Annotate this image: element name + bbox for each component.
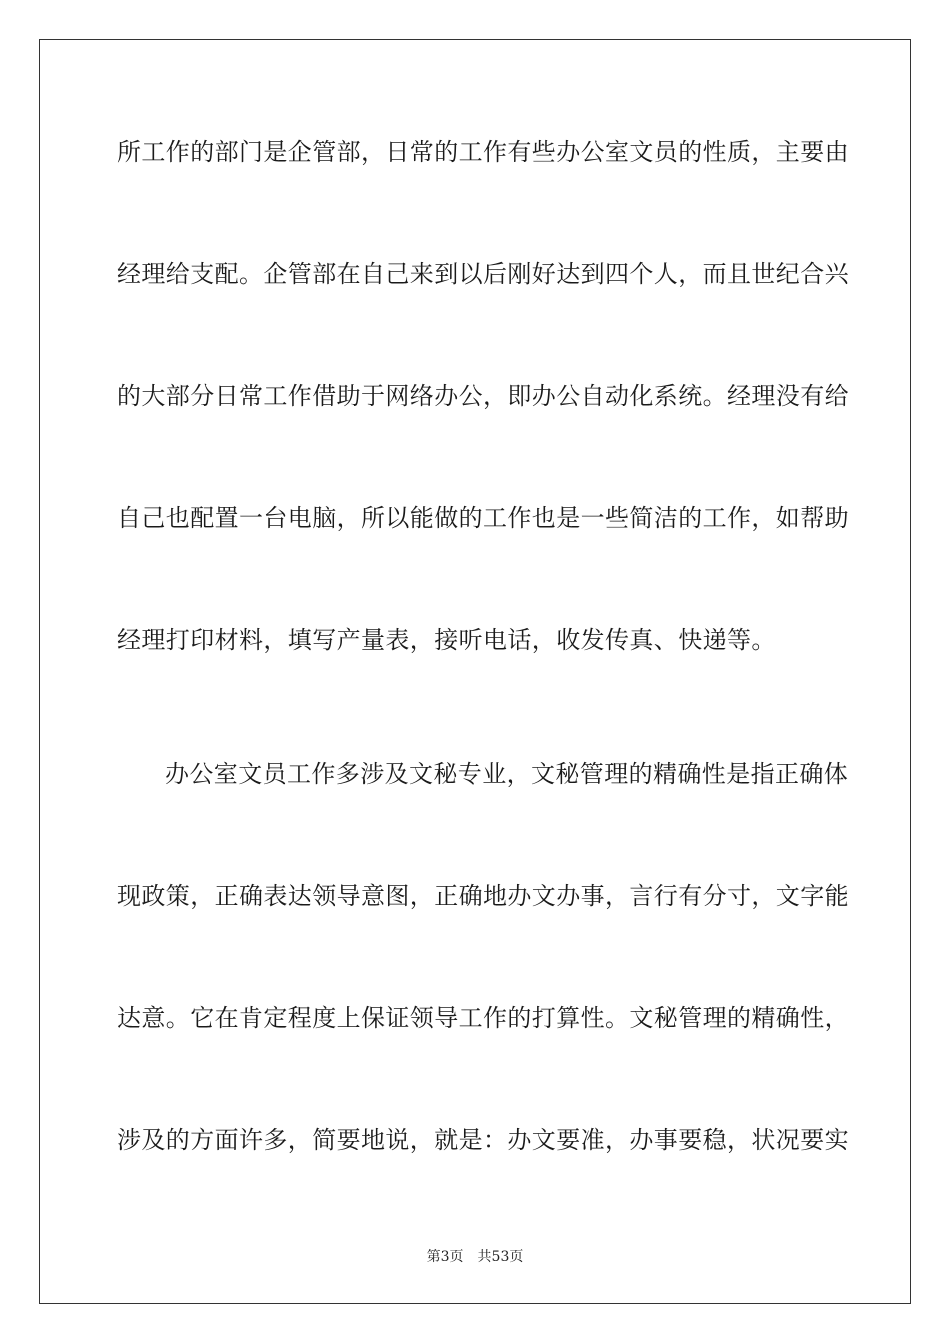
- text-line: 达意。它在肯定程度上保证领导工作的打算性。文秘管理的精确性，: [117, 1004, 849, 1032]
- text-line: 的大部分日常工作借助于网络办公，即办公自动化系统。经理没有给: [117, 382, 849, 410]
- text-line: 自己也配置一台电脑，所以能做的工作也是一些简洁的工作，如帮助: [117, 504, 849, 532]
- paragraph-first-line: 办公室文员工作多涉及文秘专业，文秘管理的精确性是指正确体: [165, 760, 849, 788]
- text-line: 涉及的方面许多，简要地说，就是：办文要准，办事要稳，状况要实: [117, 1126, 849, 1154]
- text-line: 所工作的部门是企管部，日常的工作有些办公室文员的性质，主要由: [117, 138, 849, 166]
- page-footer: [0, 1248, 950, 1266]
- text-line: 现政策，正确表达领导意图，正确地办文办事，言行有分寸，文字能: [117, 882, 849, 910]
- text-line: 经理打印材料，填写产量表，接听电话，收发传真、快递等。: [117, 626, 776, 654]
- page-total: 共53页: [477, 1249, 524, 1265]
- text-line: 经理给支配。企管部在自己来到以后刚好达到四个人，而且世纪合兴: [117, 260, 849, 288]
- page-number: 第3页: [426, 1249, 464, 1265]
- page-border: [39, 39, 911, 1304]
